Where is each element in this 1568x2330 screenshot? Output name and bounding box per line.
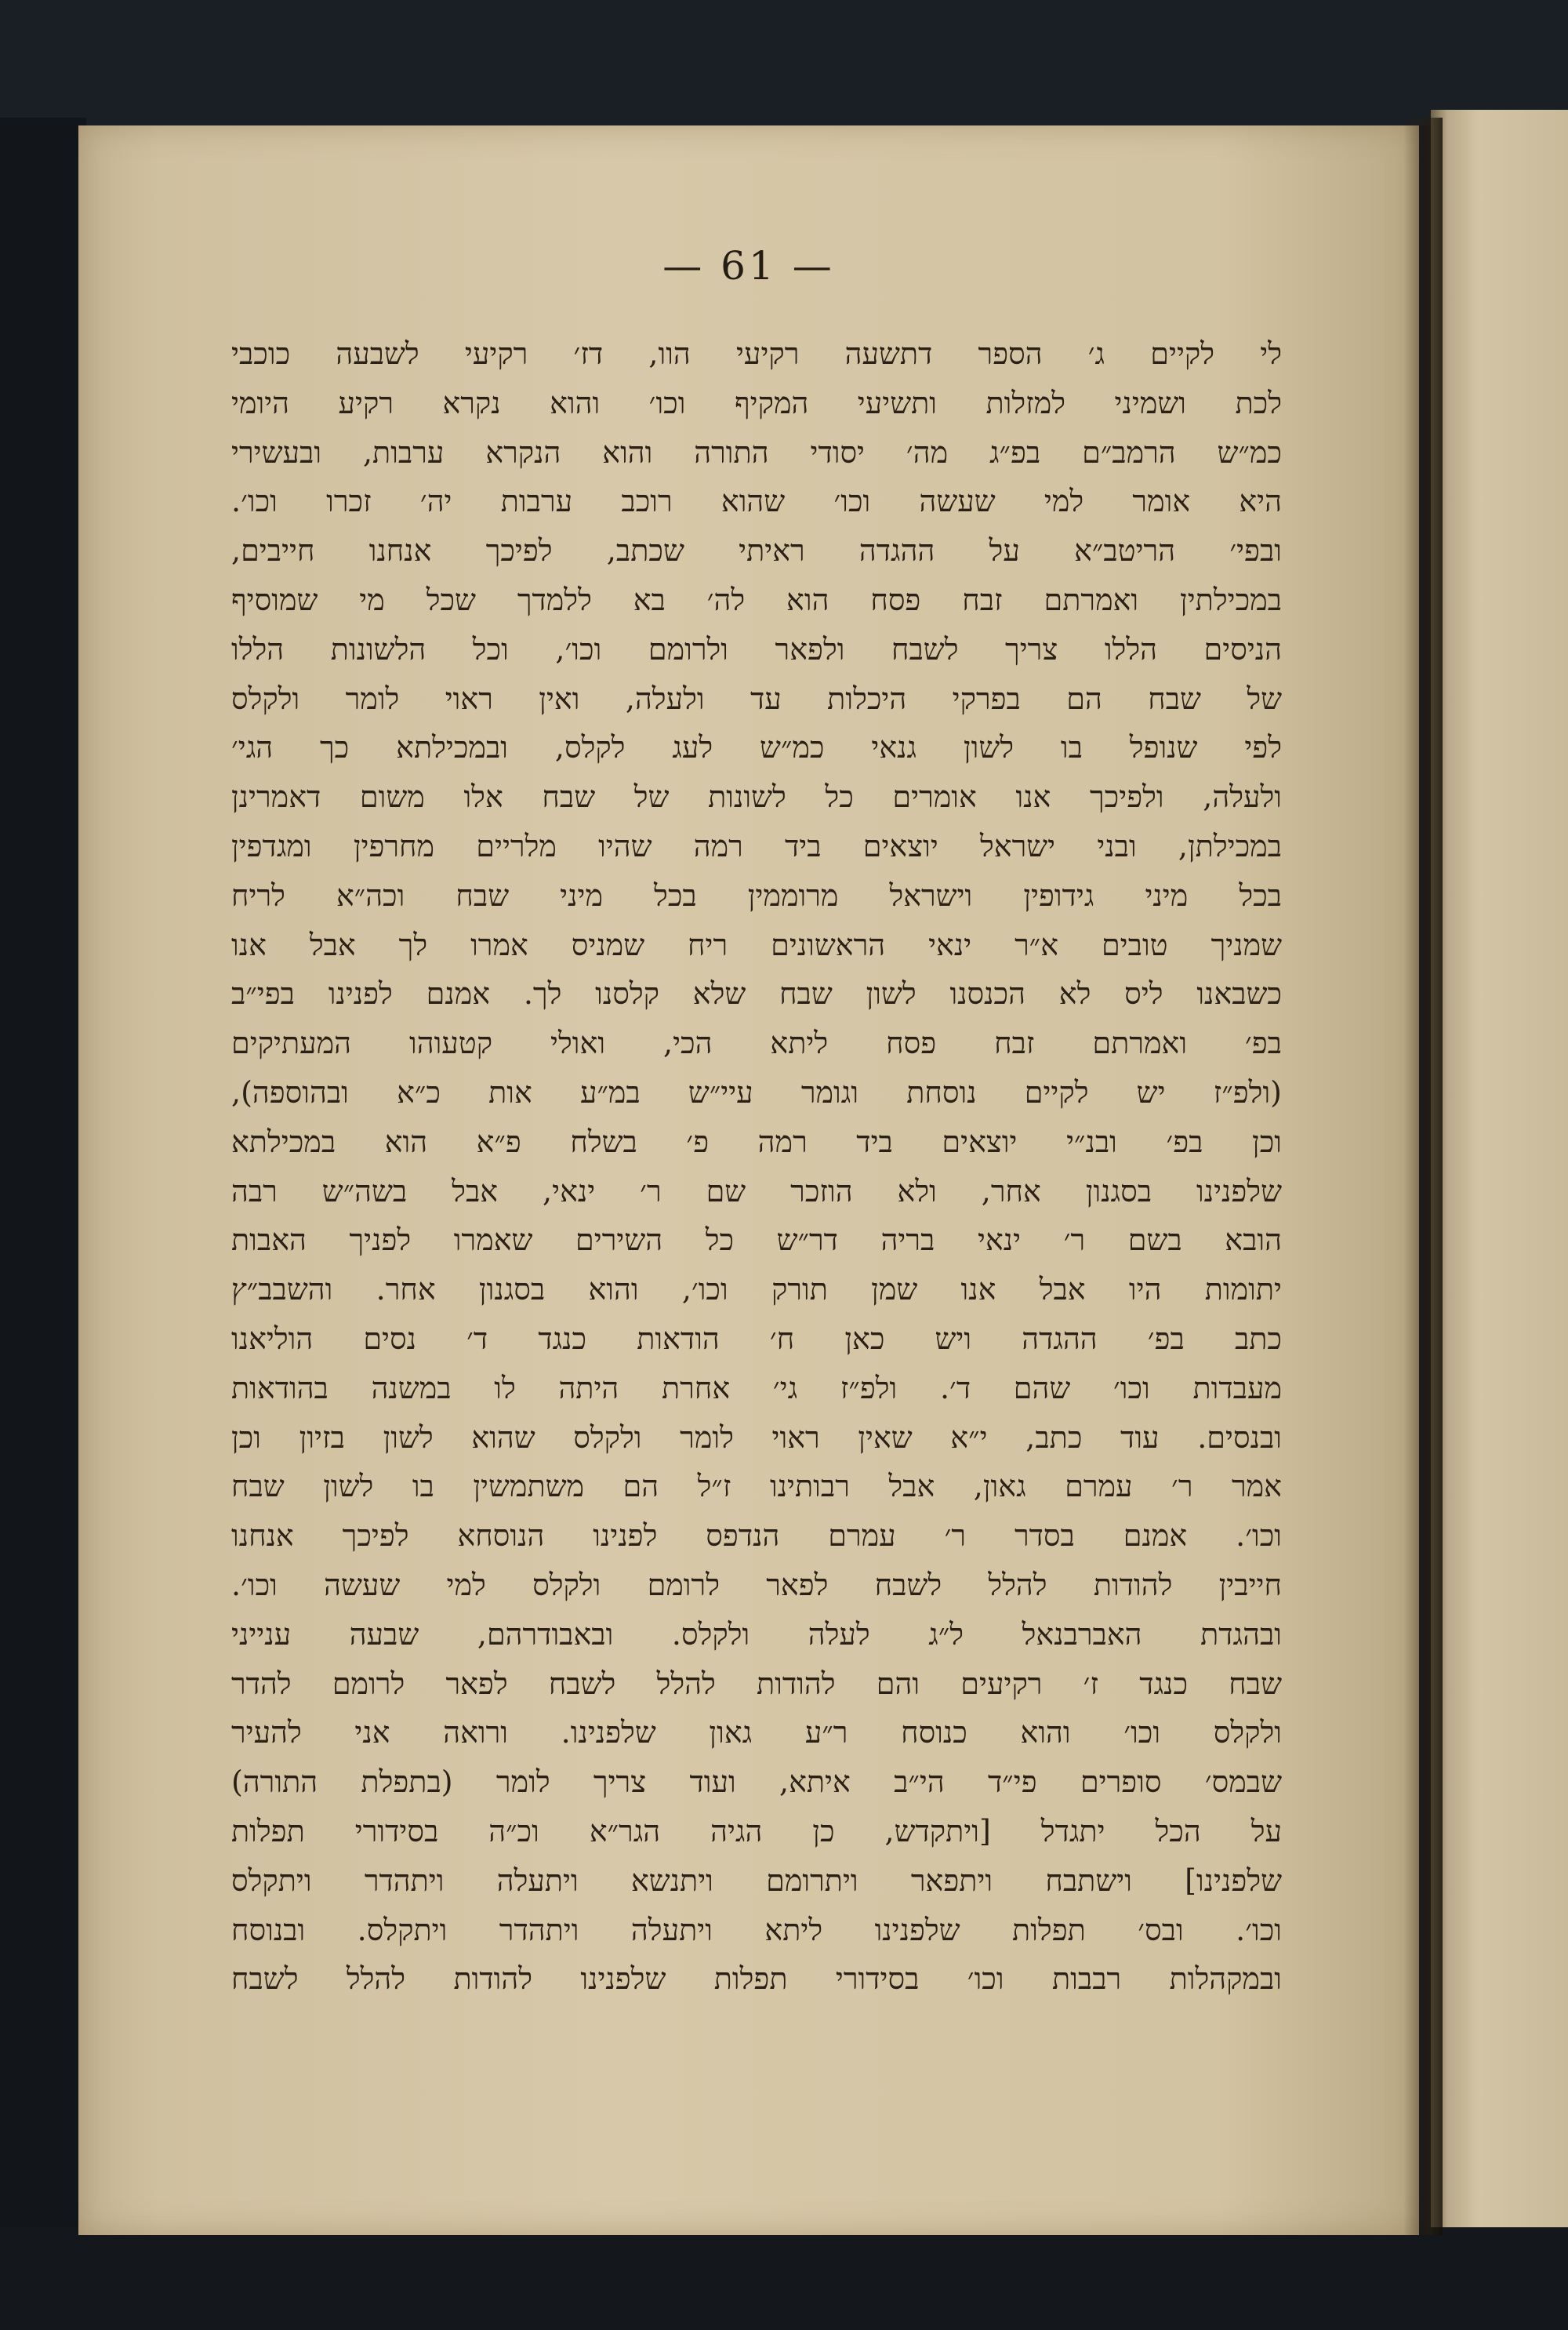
text-line: חייבין להודות להלל לשבח לפאר לרומם ולקלס למי שעשה וכו׳.: [231, 1567, 1282, 1602]
book-page: [78, 125, 1419, 2235]
book-cover-left: [0, 118, 86, 2251]
text-line: אמר ר׳ עמרם גאון, אבל רבותינו ז״ל הם משתמשין בו לשון שבח: [231, 1469, 1282, 1504]
text-line: כשבאנו ליס לא הכנסנו לשון שבח שלא קלסנו לך. אמנם לפנינו בפי״ב: [231, 976, 1282, 1012]
binding-shadow: [1403, 118, 1443, 2235]
text-line: ובהגדת האברבנאל ל״ג לעלה ולקלס. ובאבודרהם, שבעה ענייני: [231, 1616, 1282, 1652]
text-line: בפ׳ ואמרתם זבח פסח ליתא הכי, ואולי קטעוהו המעתיקים: [231, 1026, 1282, 1061]
text-line: ובפי׳ הריטב״א על ההגדה ראיתי שכתב, לפיכך אנחנו חייבים,: [231, 533, 1282, 569]
book-cover-top: [0, 0, 1568, 125]
text-line: כתב בפ׳ ההגדה ויש כאן ח׳ הודאות כנגד ד׳ נסים הוליאנו: [231, 1321, 1282, 1356]
text-line: שמניך טובים א״ר ינאי הראשונים ריח שמניס אמרו לך אבל אנו: [231, 927, 1282, 962]
text-line: של שבח הם בפרקי היכלות עד ולעלה, ואין ראוי לומר ולקלס: [231, 681, 1282, 716]
text-line: על הכל יתגדל [ויתקדש, כן הגיה הגר״א וכ״ה בסידורי תפלות: [231, 1813, 1282, 1848]
facing-page-edge: [1431, 110, 1568, 2227]
text-line: במכילתין ואמרתם זבח פסח הוא לה׳ בא ללמדך שכל מי שמוסיף: [231, 582, 1282, 617]
text-line: שלפנינו] וישתבח ויתפאר ויתרומם ויתנשא ויתעלה ויתהדר ויתקלס: [231, 1863, 1282, 1898]
text-line: וכו׳. ובס׳ תפלות שלפנינו ליתא ויתעלה ויתהדר ויתקלס. ובנוסח: [231, 1912, 1282, 1947]
text-line: ולעלה, ולפיכך אנו אומרים כל לשונות של שבח אלו משום דאמרינן: [231, 780, 1282, 815]
text-line: היא אומר למי שעשה וכו׳ שהוא רוכב ערבות יה׳ זכרו וכו׳.: [231, 484, 1282, 519]
text-line: שבמס׳ סופרים פי״ד הי״ב איתא, ועוד צריך לומר (בתפלת התורה): [231, 1765, 1282, 1800]
text-line: יתומות היו אבל אנו שמן תורק וכו׳, והוא בסגנון אחר. והשבב״ץ: [231, 1272, 1282, 1307]
text-line: ובנסים. עוד כתב, י״א שאין ראוי לומר ולקלס שהוא לשון בזיון וכן: [231, 1419, 1282, 1455]
text-line: ובמקהלות רבבות וכו׳ בסידורי תפלות שלפנינו להודות להלל לשבח: [231, 1961, 1282, 1997]
text-line: הובא בשם ר׳ ינאי בריה דר״ש כל השירים שאמרו לפניך האבות: [231, 1223, 1282, 1258]
text-line: וכן בפ׳ ובנ״י יוצאים ביד רמה פ׳ בשלח פ״א הוא במכילתא: [231, 1124, 1282, 1159]
page-number: — 61 —: [662, 243, 835, 289]
text-line: הניסים הללו צריך לשבח ולפאר ולרומם וכו׳, וכל הלשונות הללו: [231, 631, 1282, 667]
text-line: (ולפ״ז יש לקיים נוסחת וגומר עיי״ש במ״ע אות כ״א ובהוספה),: [231, 1074, 1282, 1110]
text-line: במכילתן, ובני ישראל יוצאים ביד רמה שהיו מלריים מחרפין ומגדפין: [231, 828, 1282, 863]
text-line: כמ״ש הרמב״ם בפ״ג מה׳ יסודי התורה והוא הנקרא ערבות, ובעשירי: [231, 434, 1282, 470]
text-line: שלפנינו בסגנון אחר, ולא הוזכר שם ר׳ ינאי, אבל בשה״ש רבה: [231, 1173, 1282, 1209]
text-line: שבח כנגד ז׳ רקיעים והם להודות להלל לשבח לפאר לרומם להדר: [231, 1666, 1282, 1701]
text-line: בכל מיני גידופין וישראל מרוממין בכל מיני שבח וכה״א לריח: [231, 878, 1282, 913]
text-line: מעבדות וכו׳ שהם ד׳. ולפ״ז גי׳ אחרת היתה לו במשנה בהודאות: [231, 1370, 1282, 1405]
book-cover-bottom: [0, 2227, 1568, 2330]
page-text: [231, 329, 1282, 2004]
text-line: לפי שנופל בו לשון גנאי כמ״ש לעג לקלס, ובמכילתא כך הגי׳: [231, 730, 1282, 765]
text-line: לכת ושמיני למזלות ותשיעי המקיף וכו׳ והוא נקרא רקיע היומי: [231, 385, 1282, 420]
text-line: ולקלס וכו׳ והוא כנוסח ר״ע גאון שלפנינו. ורואה אני להעיר: [231, 1715, 1282, 1750]
text-line: וכו׳. אמנם בסדר ר׳ עמרם הנדפס לפנינו הנוסחא לפיכך אנחנו: [231, 1518, 1282, 1554]
text-line: לי לקיים ג׳ הספר דתשעה רקיעי הוו, דז׳ רקיעי לשבעה כוכבי: [231, 336, 1282, 371]
